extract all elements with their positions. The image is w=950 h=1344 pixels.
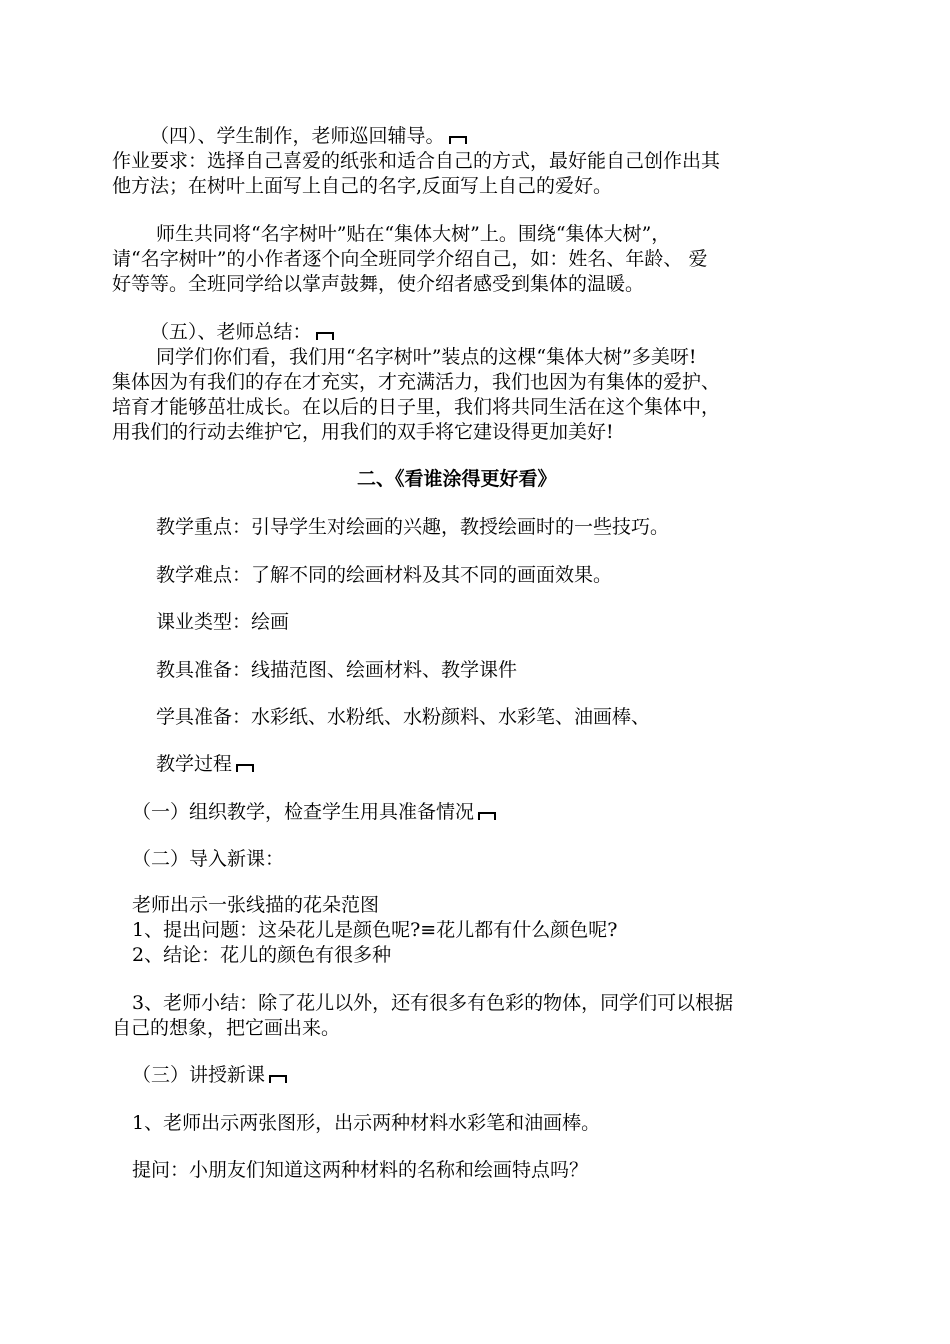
text-line: 1、提出问题：这朵花儿是颜色呢?≡花儿都有什么颜色呢? <box>132 919 618 941</box>
text-line: 提问：小朋友们知道这两种材料的名称和绘画特点吗？ <box>132 1159 589 1181</box>
line-text: （三）讲授新课 <box>132 1064 266 1086</box>
text-line: 3、老师小结：除了花儿以外，还有很多有色彩的物体，同学们可以根据 <box>132 992 734 1014</box>
text-line: 他方法；在树叶上面写上自己的名字,反面写上自己的爱好。 <box>112 175 613 197</box>
text-line <box>150 124 467 149</box>
text-line <box>150 320 334 345</box>
paragraph-mark-icon <box>236 764 254 772</box>
line-text: （五）、老师总结： <box>150 321 312 343</box>
line-text: 教学过程 <box>156 753 233 775</box>
text-line: 好等等。全班同学给以掌声鼓舞，使介绍者感受到集体的温暖。 <box>112 273 645 295</box>
text-line: 教学重点：引导学生对绘画的兴趣，教授绘画时的一些技巧。 <box>156 516 670 538</box>
text-line: 学具准备：水彩纸、水粉纸、水粉颜料、水彩笔、油画棒、 <box>156 706 651 728</box>
paragraph-mark-icon <box>316 332 334 340</box>
paragraph-mark-icon <box>449 136 467 144</box>
text-line: 作业要求：选择自己喜爱的纸张和适合自己的方式，最好能自己创作出其 <box>112 150 721 172</box>
paragraph-mark-icon <box>269 1075 287 1083</box>
text-line: 课业类型：绘画 <box>156 611 290 633</box>
text-line: 2、结论：花儿的颜色有很多种 <box>132 944 392 966</box>
text-line: 教学难点：了解不同的绘画材料及其不同的画面效果。 <box>156 564 613 586</box>
text-line: 1、老师出示两张图形，出示两种材料水彩笔和油画棒。 <box>132 1112 601 1134</box>
text-line: 用我们的行动去维护它，用我们的双手将它建设得更加美好! <box>112 421 614 443</box>
line-text: （一）组织教学，检查学生用具准备情况 <box>132 801 475 823</box>
line-text: （四）、学生制作，老师巡回辅导。 <box>150 125 445 147</box>
text-line: 老师出示一张线描的花朵范图 <box>132 894 380 916</box>
text-line: 培育才能够茁壮成长。在以后的日子里，我们将共同生活在这个集体中， <box>112 396 721 418</box>
text-line: 师生共同将“名字树叶”贴在“集体大树”上。围绕“集体大树”， <box>156 223 671 245</box>
text-line: 请“名字树叶”的小作者逐个向全班同学介绍自己，如：姓名、年龄、 爱 <box>112 248 708 270</box>
text-line: （二）导入新课： <box>132 848 285 870</box>
section-heading: 二、《看谁涂得更好看》 <box>357 468 557 490</box>
text-line <box>156 752 254 777</box>
text-line: 自己的想象，把它画出来。 <box>112 1017 341 1039</box>
text-line: 集体因为有我们的存在才充实，才充满活力，我们也因为有集体的爱护、 <box>112 371 721 393</box>
text-line: 同学们你们看，我们用“名字树叶”装点的这棵“集体大树”多美呀! <box>156 346 697 368</box>
text-line: 教具准备：线描范图、绘画材料、教学课件 <box>156 659 518 681</box>
text-line <box>132 800 496 825</box>
text-line <box>132 1063 287 1088</box>
paragraph-mark-icon <box>478 812 496 820</box>
